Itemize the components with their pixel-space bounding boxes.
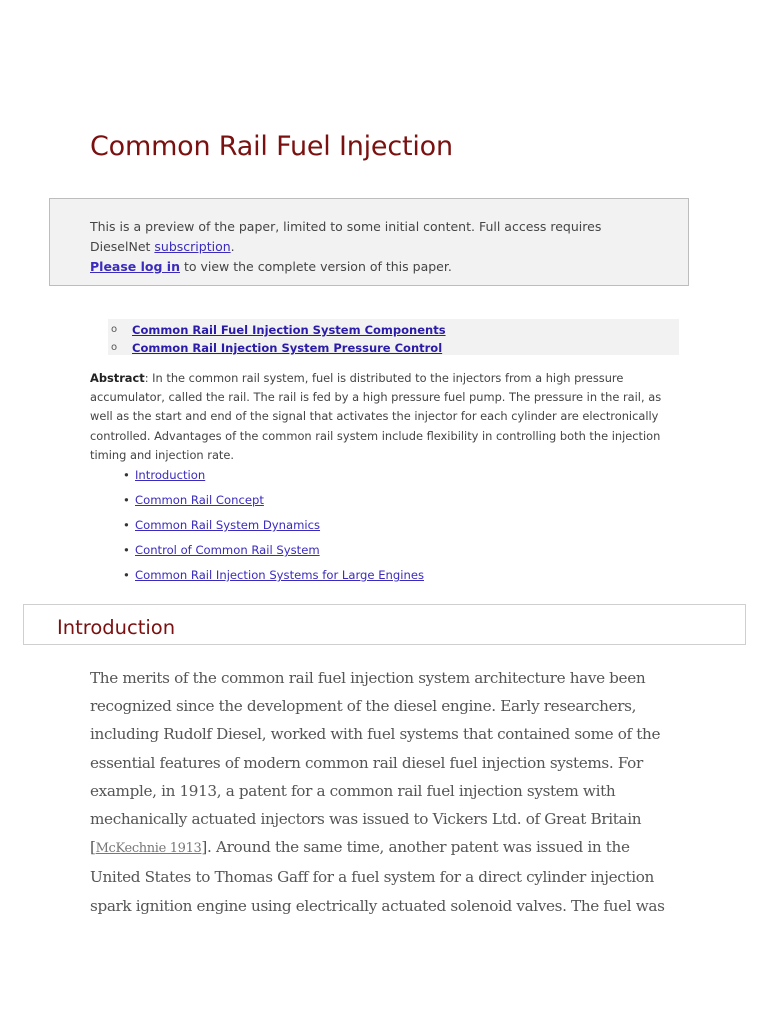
toc-bullet: o: [111, 324, 118, 335]
bullet-icon: •: [123, 568, 130, 582]
list-item: [121, 566, 424, 591]
bullet-icon: •: [123, 468, 130, 482]
toc-bullet: o: [111, 342, 118, 353]
preview-line-2-prefix: DieselNet: [90, 239, 155, 254]
section-body: [90, 664, 680, 920]
section-header: [23, 604, 746, 645]
toc-link-components[interactable]: Common Rail Fuel Injection System Components: [132, 323, 446, 337]
bullet-icon: •: [123, 493, 130, 507]
reference-link[interactable]: McKechnie 1913: [95, 841, 202, 857]
list-item: [121, 516, 424, 541]
bullet-icon: •: [123, 543, 130, 557]
list-item: [121, 466, 424, 491]
abstract: [90, 369, 680, 465]
contents-link-concept[interactable]: Common Rail Concept: [135, 493, 264, 507]
list-item: [121, 541, 424, 566]
contents-link-control[interactable]: Control of Common Rail System: [135, 543, 320, 557]
body-text-part-2: ]. Around the same time, another patent was issued in the United States to Thomas Gaff for a fuel system for a direct cylinder injection spark ignition engine using electrically actuated solenoid valves. The fuel was: [90, 838, 665, 915]
contents-link-introduction[interactable]: Introduction: [135, 468, 206, 482]
contents-link-dynamics[interactable]: Common Rail System Dynamics: [135, 518, 321, 532]
contents-list: [121, 466, 424, 591]
bullet-icon: •: [123, 518, 130, 532]
preview-line-1: This is a preview of the paper, limited to some initial content. Full access requires: [90, 219, 602, 234]
subscription-link[interactable]: subscription: [154, 239, 231, 254]
preview-notice: [49, 198, 689, 286]
toc-link-pressure-control[interactable]: Common Rail Injection System Pressure Control: [132, 341, 443, 355]
section-heading: Introduction: [57, 616, 176, 639]
preview-line-3: [90, 257, 648, 277]
page-title: Common Rail Fuel Injection: [90, 131, 453, 162]
preview-line-3-suffix: to view the complete version of this paper.: [179, 259, 452, 274]
preview-line-2: [90, 237, 648, 257]
abstract-text: : In the common rail system, fuel is distributed to the injectors from a high pressure accumulator, called the rail. The rail is fed by a high pressure fuel pump. The pressure in the rail, as well as the start and end of the signal that activates the injector for each cylinder are electronically controlled. Advantages of the common rail system include flexibility in controlling both the injection timing and injection rate.: [90, 371, 662, 462]
body-text-part-1: The merits of the common rail fuel injection system architecture have been recognized since the development of the diesel engine. Early researchers, including Rudolf Diesel, worked with fuel systems that contained some of the essential features of modern common rail diesel fuel injection systems. For example, in 1913, a patent for a common rail fuel injection system with mechanically actuated injectors was issued to Vickers Ltd. of Great Britain [: [90, 669, 661, 857]
login-link[interactable]: Please log in: [90, 259, 180, 274]
preview-line-2-suffix: .: [230, 239, 235, 254]
section-toc: [108, 319, 679, 355]
abstract-label: Abstract: [90, 371, 145, 385]
list-item: [121, 491, 424, 516]
contents-link-large-engines[interactable]: Common Rail Injection Systems for Large Engines: [135, 568, 424, 582]
